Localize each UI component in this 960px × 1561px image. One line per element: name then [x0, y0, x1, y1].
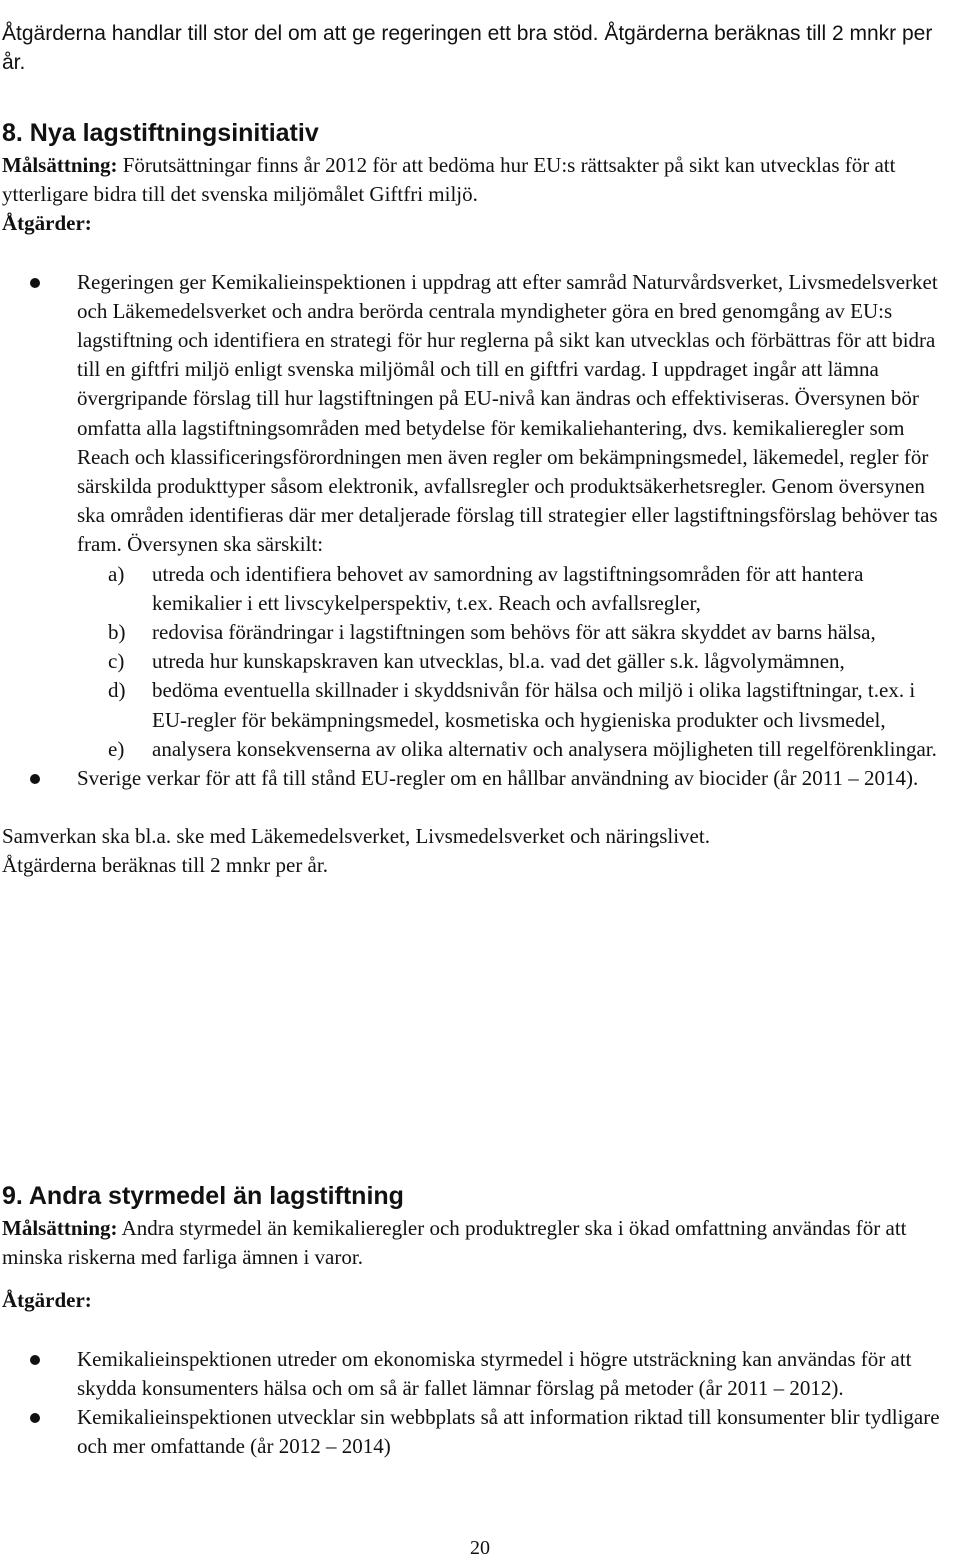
- goal-label: Målsättning:: [2, 1216, 118, 1240]
- collaboration-text: Samverkan ska bl.a. ske med Läkemedelsverket, Livsmedelsverket och näringslivet.: [2, 824, 710, 849]
- bullet-icon: [30, 774, 40, 784]
- bullet-icon: [30, 278, 40, 288]
- section-9-goal: [2, 1214, 954, 1272]
- sub-item-text: redovisa förändringar i lagstiftningen som behövs för att säkra skyddet av barns hälsa,: [152, 620, 876, 645]
- sub-list-item: [77, 618, 954, 647]
- list-item: [2, 1403, 954, 1461]
- list-item: [2, 764, 954, 793]
- sub-list: [77, 560, 954, 764]
- sub-item-mark: c): [108, 649, 125, 674]
- section-8-actions-label: Åtgärder:: [2, 211, 92, 236]
- sub-item-text: analysera konsekvenserna av olika alternativ och analysera möjligheten till regelförenklingar.: [152, 736, 937, 761]
- bullet-text: Regeringen ger Kemikalieinspektionen i uppdrag att efter samråd Naturvårdsverket, Livsmedelsverket och Läkemedelsverket och andra berörda centrala myndigheter göra en bred genomgång av EU:s lagstiftning och identifiera en strategi för hur reglerna på sikt kan utvecklas och förbättras för att bidra till en giftfri miljö enligt svenska miljömål och till en giftfri vardag. I uppdraget ingår att lämna övergripande förslag till hur lagstiftningen på EU-nivå kan ändras och effektiviseras. Översynen bör omfatta alla lagstiftningsområden med betydelse för kemikaliehantering, dvs. kemikalieregler som Reach och klassificeringsförordningen men även regler om bekämpningsmedel, läkemedel, regler för särskilda produkttyper såsom elektronik, avfallsregler och produktsäkerhetsregler. Genom översynen ska områden identifieras där mer detaljerade förslag till strategier eller lagstiftningsförslag behöver tas fram. Översynen ska särskilt:: [77, 269, 938, 557]
- sub-list-item: [77, 647, 954, 676]
- section-8-bullet-list: [2, 268, 954, 794]
- section-9-actions-label: Åtgärder:: [2, 1288, 92, 1313]
- goal-text: Förutsättningar finns år 2012 för att bedöma hur EU:s rättsakter på sikt kan utvecklas för att ytterligare bidra till det svenska miljömålet Giftfri miljö.: [2, 153, 896, 207]
- section-9-heading: 9. Andra styrmedel än lagstiftning: [2, 1182, 404, 1210]
- sub-item-mark: b): [108, 620, 126, 645]
- section-8: [2, 116, 954, 881]
- sub-item-text: utreda hur kunskapskraven kan utvecklas, bl.a. vad det gäller s.k. lågvolymämnen,: [152, 649, 845, 674]
- bullet-text: Kemikalieinspektionen utvecklar sin webbplats så att information riktad till konsumenter blir tydligare och mer omfattande (år 2012 – 2014): [77, 1405, 940, 1459]
- sub-item-text: bedöma eventuella skillnader i skyddsnivån för hälsa och miljö i olika lagstiftningar, t.ex. i EU-regler för bekämpningsmedel, kosmetiska och hygieniska produkter och livsmedel,: [152, 678, 916, 732]
- sub-item-mark: e): [108, 736, 125, 761]
- sub-item-text: utreda och identifiera behovet av samordning av lagstiftningsområden för att hantera kemikalier i ett livscykelperspektiv, t.ex. Reach och avfallsregler,: [152, 561, 864, 615]
- sub-list-item: [77, 735, 954, 764]
- page-number: 20: [470, 1537, 490, 1559]
- sub-item-mark: d): [108, 678, 126, 703]
- bullet-icon: [30, 1413, 40, 1423]
- sub-list-item: [77, 676, 954, 734]
- section-9: [2, 1179, 954, 1461]
- sub-item-mark: a): [108, 561, 125, 586]
- goal-text: Andra styrmedel än kemikalieregler och produktregler ska i ökad omfattning användas för att minska riskerna med farliga ämnen i varor.: [2, 1216, 907, 1270]
- list-item: [2, 268, 954, 764]
- sub-list-item: [77, 560, 954, 618]
- bullet-text: Kemikalieinspektionen utreder om ekonomiska styrmedel i högre utsträckning kan användas för att skydda konsumenters hälsa och om så är fallet lämnar förslag på metoder (år 2011 – 2012).: [77, 1346, 912, 1400]
- section-8-heading: 8. Nya lagstiftningsinitiativ: [2, 119, 319, 147]
- bullet-icon: [30, 1355, 40, 1365]
- cost-text: Åtgärderna beräknas till 2 mnkr per år.: [2, 853, 328, 878]
- goal-label: Målsättning:: [2, 153, 118, 177]
- section-8-goal: [2, 151, 954, 209]
- list-item: [2, 1345, 954, 1403]
- section-9-bullet-list: [2, 1345, 954, 1462]
- bullet-text: Sverige verkar för att få till stånd EU-regler om en hållbar användning av biocider (år 2011 – 2014).: [77, 766, 919, 791]
- intro-paragraph: Åtgärderna handlar till stor del om att ge regeringen ett bra stöd. Åtgärderna beräknas till 2 mnkr per år.: [2, 22, 933, 75]
